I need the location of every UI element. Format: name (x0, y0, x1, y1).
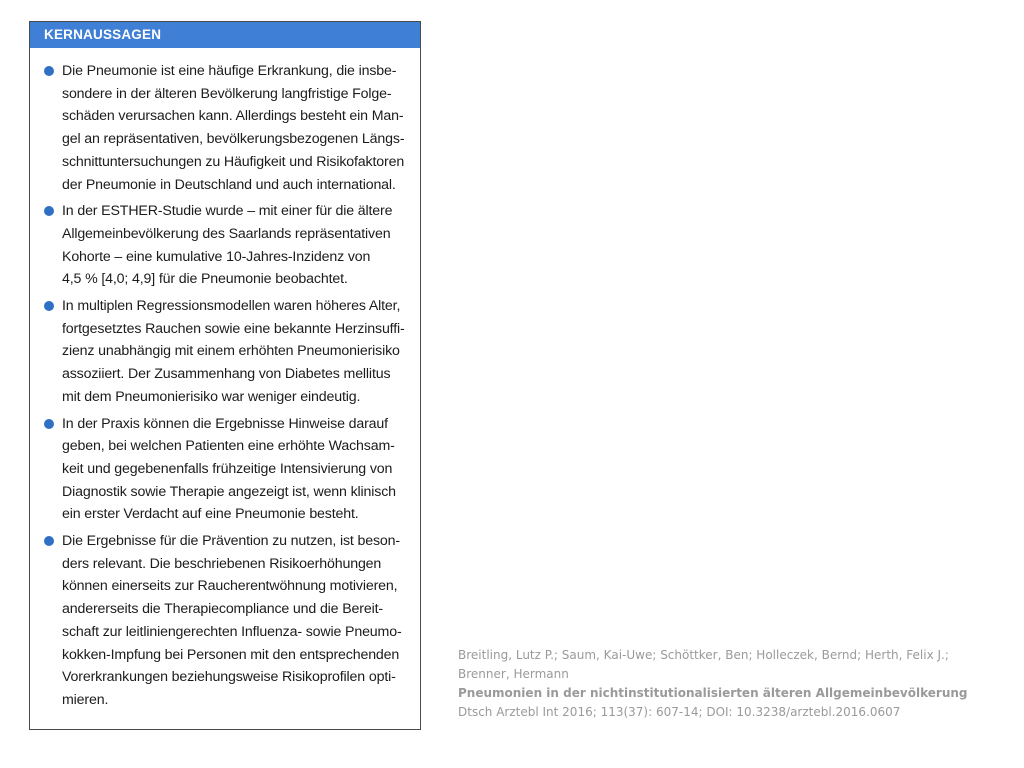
key-point-line: gel an repräsentativen, bevölkerungsbezogenen Längs- (62, 131, 405, 148)
bullet-icon (44, 536, 54, 546)
key-messages-box (29, 21, 421, 730)
key-point-line: sondere in der älteren Bevölkerung langfristige Folge- (62, 85, 392, 102)
key-point (44, 413, 406, 527)
key-points-list (30, 48, 420, 712)
key-point-line: können einerseits zur Raucherentwöhnung motivieren, (62, 578, 398, 595)
key-point (44, 60, 406, 196)
key-point-line: kokken-Impfung bei Personen mit den entsprechenden (62, 646, 400, 663)
key-point-line: assoziiert. Der Zusammenhang von Diabetes mellitus (62, 366, 391, 383)
key-point-line: In der Praxis können die Ergebnisse Hinweise darauf (62, 415, 388, 432)
citation-title: Pneumonien in der nichtinstitutionalisierten älteren Allgemeinbevölkerung (458, 686, 968, 700)
key-point-line: In multiplen Regressionsmodellen waren höheres Alter, (62, 298, 401, 315)
key-point-line: geben, bei welchen Patienten eine erhöhte Wachsam- (62, 438, 395, 455)
key-point (44, 200, 406, 291)
bullet-icon (44, 206, 54, 216)
citation (458, 646, 998, 722)
key-point-line: Die Pneumonie ist eine häufige Erkrankung, die insbe- (62, 63, 397, 79)
key-point-line: mit dem Pneumonierisiko war weniger eindeutig. (62, 388, 361, 405)
bullet-icon (44, 419, 54, 429)
key-point-line: zienz unabhängig mit einem erhöhten Pneumonierisiko (62, 343, 400, 360)
key-point-line: Die Ergebnisse für die Prävention zu nutzen, ist beson- (62, 533, 400, 550)
key-point-line: schnittuntersuchungen zu Häufigkeit und Risikofaktoren (62, 153, 405, 170)
key-point-line: Diagnostik sowie Therapie angezeigt ist, wenn klinisch (62, 483, 396, 500)
key-point-line: 4,5 % [4,0; 4,9] für die Pneumonie beobachtet. (62, 271, 348, 288)
key-point-line: keit und gegebenenfalls frühzeitige Intensivierung von (62, 460, 393, 477)
key-point-line: andererseits die Therapiecompliance und die Bereit- (62, 601, 383, 618)
key-point-line: Vorerkrankungen beziehungsweise Risikoprofilen opti- (62, 669, 396, 686)
bullet-icon (44, 301, 54, 311)
bullet-icon (44, 66, 54, 76)
key-point-line: Allgemeinbevölkerung des Saarlands repräsentativen (62, 225, 391, 242)
key-point-line: mieren. (62, 691, 109, 708)
key-point (44, 295, 406, 409)
key-point-line: ders relevant. Die beschriebenen Risikoerhöhungen (62, 555, 382, 572)
key-point-line: fortgesetztes Rauchen sowie eine bekannte Herzinsuffi- (62, 320, 405, 337)
key-point-line: Kohorte – eine kumulative 10-Jahres-Inzidenz von (62, 248, 371, 265)
key-point-line: schaft zur leitliniengerechten Influenza- sowie Pneumo- (62, 623, 402, 640)
box-heading: KERNAUSSAGEN (30, 22, 420, 48)
key-point (44, 530, 406, 712)
citation-source: Dtsch Arztebl Int 2016; 113(37): 607-14; DOI: 10.3238/arztebl.2016.0607 (458, 705, 901, 719)
key-point-line: In der ESTHER-Studie wurde – mit einer für die ältere (62, 203, 393, 220)
key-point-line: der Pneumonie in Deutschland und auch international. (62, 176, 396, 193)
key-point-line: ein erster Verdacht auf eine Pneumonie besteht. (62, 506, 359, 523)
citation-authors: Breitling, Lutz P.; Saum, Kai-Uwe; Schöttker, Ben; Holleczek, Bernd; Herth, Felix J.; Brenner, Hermann (458, 648, 949, 681)
key-point-line: schäden verursachen kann. Allerdings besteht ein Man- (62, 108, 404, 125)
